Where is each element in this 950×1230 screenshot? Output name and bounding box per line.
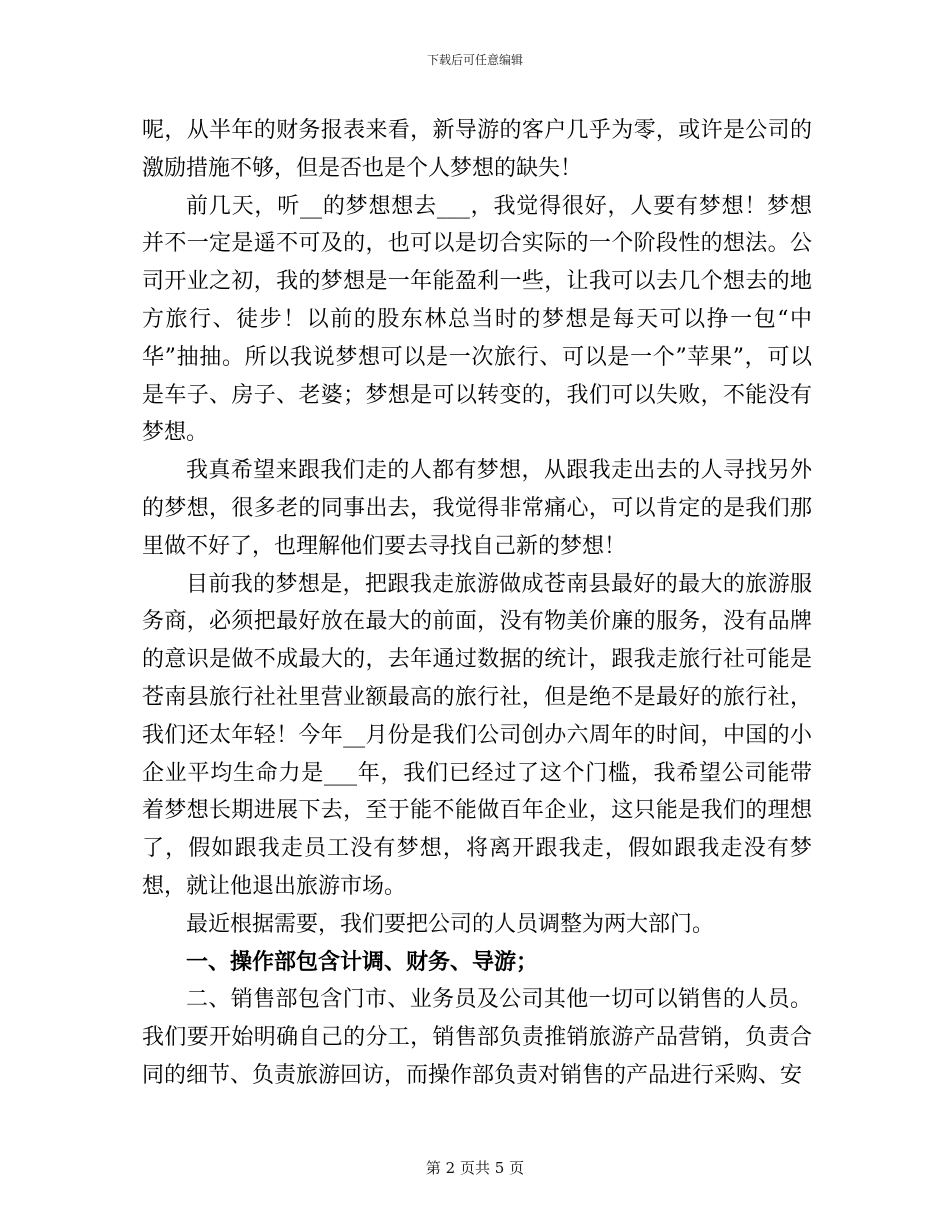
heading-operations-dept: 一、操作部包含计调、财务、导游； bbox=[186, 948, 539, 975]
paragraph-continuation: 呢，从半年的财务报表来看，新导游的客户几乎为零，或许是公司的激励措施不够，但是否也是个人梦想的缺失！ bbox=[142, 118, 812, 181]
document-body bbox=[142, 112, 812, 1095]
page-header: 下载后可任意编辑 bbox=[426, 53, 523, 67]
page-number: 第 2 页共 5 页 bbox=[425, 1159, 525, 1177]
paragraph-sales-dept: 二、销售部包含门市、业务员及公司其他一切可以销售的人员。我们要开始明确自己的分工，销售部负责推销旅游产品营销，负责合同的细节、负责旅游回访，而操作部负责对销售的产品进行采购、安 bbox=[142, 987, 812, 1088]
paragraph-current-dream: 目前我的梦想是，把跟我走旅游做成苍南县最好的最大的旅游服务商，必须把最好放在最大的前面，没有物美价廉的服务，没有品牌的意识是做不成最大的，去年通过数据的统计，跟我走旅行社可能是苍南县旅行社社里营业额最高的旅行社，但是绝不是最好的旅行社，我们还太年轻！今年__月份是我们公司创办六周年的时间，中国的小企业平均生命力是___年，我们已经过了这个门槛，我希望公司能带着梦想长期进展下去，至于能不能做百年企业，这只能是我们的理想了，假如跟我走员工没有梦想，将离开跟我走，假如跟我走没有梦想，就让他退出旅游市场。 bbox=[142, 571, 812, 899]
paragraph-dream-thoughts: 前几天，听__的梦想想去___，我觉得很好，人要有梦想！梦想并不一定是遥不可及的，也可以是切合实际的一个阶段性的想法。公司开业之初，我的梦想是一年能盈利一些，让我可以去几个想去的地方旅行、徒步！以前的股东林总当时的梦想是每天可以挣一包“中华”抽抽。所以我说梦想可以是一次旅行、可以是一个”苹果”，可以是车子、房子、老婆；梦想是可以转变的，我们可以失败，不能没有梦想。 bbox=[142, 193, 812, 446]
paragraph-hope: 我真希望来跟我们走的人都有梦想，从跟我走出去的人寻找另外的梦想，很多老的同事出去，我觉得非常痛心，可以肯定的是我们那里做不好了，也理解他们要去寻找自己新的梦想！ bbox=[142, 458, 812, 559]
paragraph-restructure: 最近根据需要，我们要把公司的人员调整为两大部门。 bbox=[186, 911, 715, 937]
